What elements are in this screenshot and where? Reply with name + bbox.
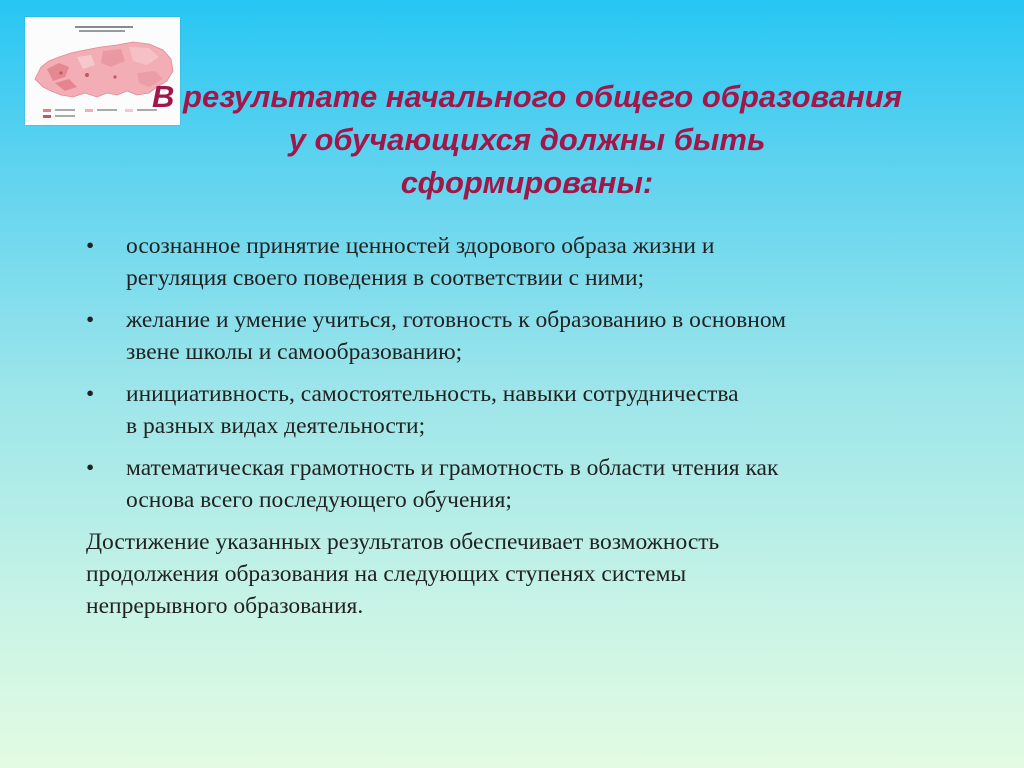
title-line: у обучающихся должны быть	[288, 122, 766, 157]
list-item	[86, 452, 966, 516]
bullet-icon: •	[86, 381, 95, 407]
text-line: желание и умение учиться, готовность к образованию в основном	[126, 307, 787, 333]
title-line: сформированы:	[400, 165, 654, 200]
title-line: В результате начального общего образования	[152, 79, 902, 114]
list-item	[86, 378, 966, 442]
text-line: осознанное принятие ценностей здорового образа жизни и	[126, 233, 715, 259]
bullet-icon: •	[86, 233, 95, 259]
text-line: звене школы и самообразованию;	[126, 339, 463, 365]
slide-title	[60, 75, 994, 204]
text-line: основа всего последующего обучения;	[126, 487, 512, 513]
closing-paragraph	[86, 526, 966, 622]
text-line: продолжения образования на следующих ступенях системы	[86, 561, 687, 587]
slide-body	[86, 230, 966, 622]
text-line: Достижение указанных результатов обеспечивает возможность	[86, 529, 720, 555]
text-line: непрерывного образования.	[86, 593, 364, 619]
list-item	[86, 304, 966, 368]
list-item	[86, 230, 966, 294]
text-line: математическая грамотность и грамотность в области чтения как	[126, 455, 779, 481]
text-line: в разных видах деятельности;	[126, 413, 426, 439]
bullet-icon: •	[86, 455, 95, 481]
list-item-text	[126, 304, 966, 368]
text-line: регуляция своего поведения в соответствии с ними;	[126, 265, 645, 291]
text-line: инициативность, самостоятельность, навыки сотрудничества	[126, 381, 739, 407]
list-item-text	[126, 378, 966, 442]
list-item-text	[126, 452, 966, 516]
list-item-text	[126, 230, 966, 294]
bullet-icon: •	[86, 307, 95, 333]
